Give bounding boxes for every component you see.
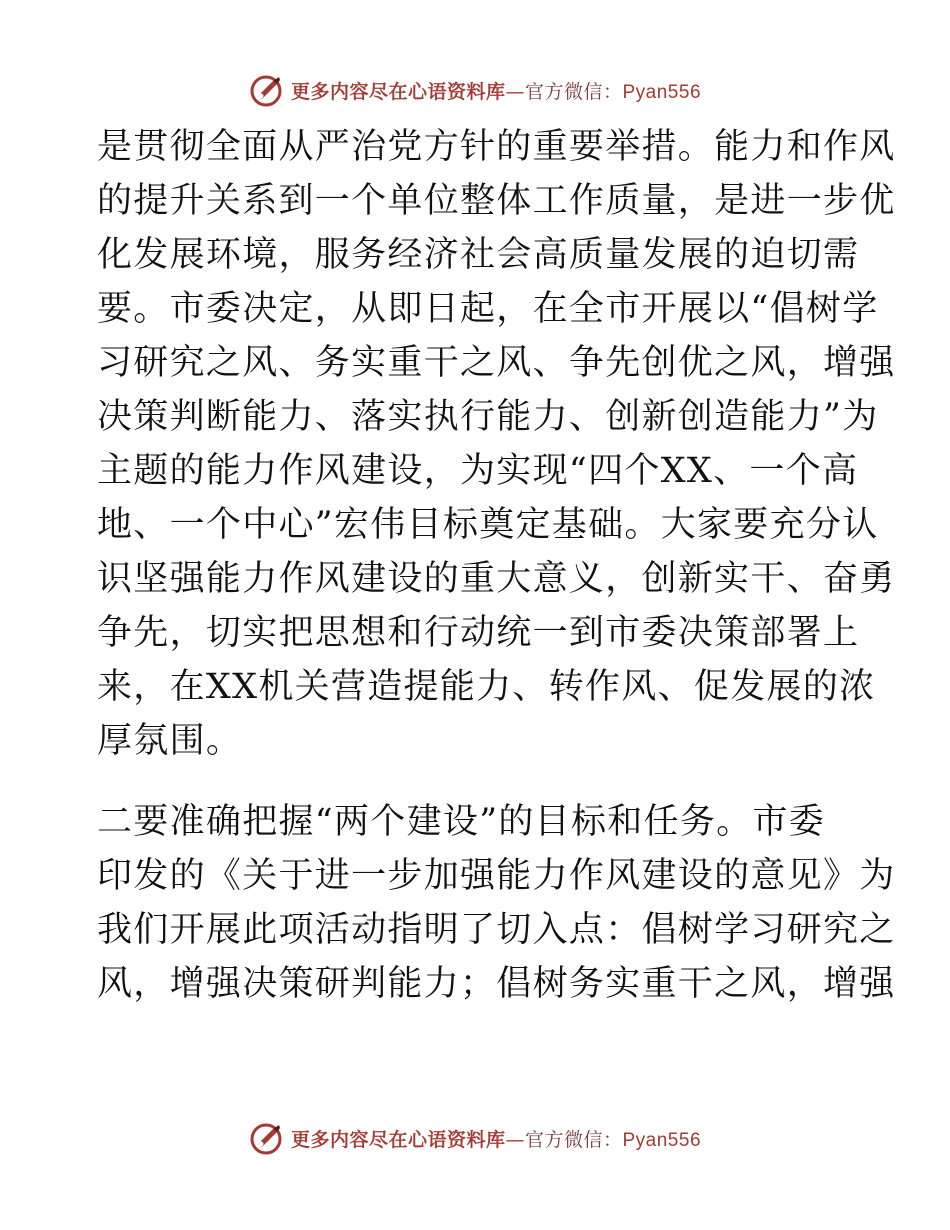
text-line: 决策判断能力、落实执行能力、创新创造能力”为 (97, 397, 879, 437)
text-line: 要。市委决定，从即日起，在全市开展以“倡树学 (97, 289, 879, 329)
text-line: 主题的能力作风建设，为实现“四个XX、一个高 (97, 451, 859, 491)
text-line: 地、一个中心”宏伟目标奠定基础。大家要充分认 (97, 505, 879, 545)
banner-title: 更多内容尽在心语资料库 (290, 1128, 506, 1151)
text-line: 风，增强决策研判能力；倡树务实重干之风，增强 (97, 964, 896, 1004)
text-line: 来，在XX机关营造提能力、转作风、促发展的浓 (97, 667, 876, 707)
text-line: 二要准确把握“两个建设”的目标和任务。市委 (97, 802, 826, 842)
text-line: 争先，切实把思想和行动统一到市委决策部署上 (97, 613, 860, 653)
banner-wechat-id: Pyan556 (622, 1129, 702, 1151)
header-banner-text (291, 77, 701, 104)
logo-icon (249, 72, 285, 108)
footer-banner-text (291, 1125, 701, 1152)
paragraph-1 (97, 120, 896, 768)
text-line: 的提升关系到一个单位整体工作质量，是进一步优 (97, 181, 896, 221)
paragraph-2 (97, 795, 896, 1011)
banner-dash: — (505, 80, 525, 103)
footer-banner (0, 1118, 950, 1158)
banner-wechat-id: Pyan556 (622, 81, 702, 103)
text-line: 习研究之风、务实重干之风、争先创优之风，增强 (97, 343, 896, 383)
banner-wechat-label: 官方微信： (524, 80, 623, 103)
text-line: 印发的《关于进一步加强能力作风建设的意见》为 (97, 856, 896, 896)
banner-wechat-label: 官方微信： (524, 1128, 623, 1151)
paragraph-gap (97, 768, 857, 795)
document-body (97, 120, 896, 1011)
text-line: 化发展环境，服务经济社会高质量发展的迫切需 (97, 235, 860, 275)
text-line: 我们开展此项活动指明了切入点：倡树学习研究之 (97, 910, 896, 950)
text-line: 是贯彻全面从严治党方针的重要举措。能力和作风 (97, 127, 896, 167)
logo-icon (249, 1120, 285, 1156)
banner-title: 更多内容尽在心语资料库 (290, 80, 506, 103)
text-line: 厚氛围。 (97, 721, 243, 761)
header-banner (0, 70, 950, 110)
text-line: 识坚强能力作风建设的重大意义，创新实干、奋勇 (97, 559, 896, 599)
banner-dash: — (505, 1128, 525, 1151)
